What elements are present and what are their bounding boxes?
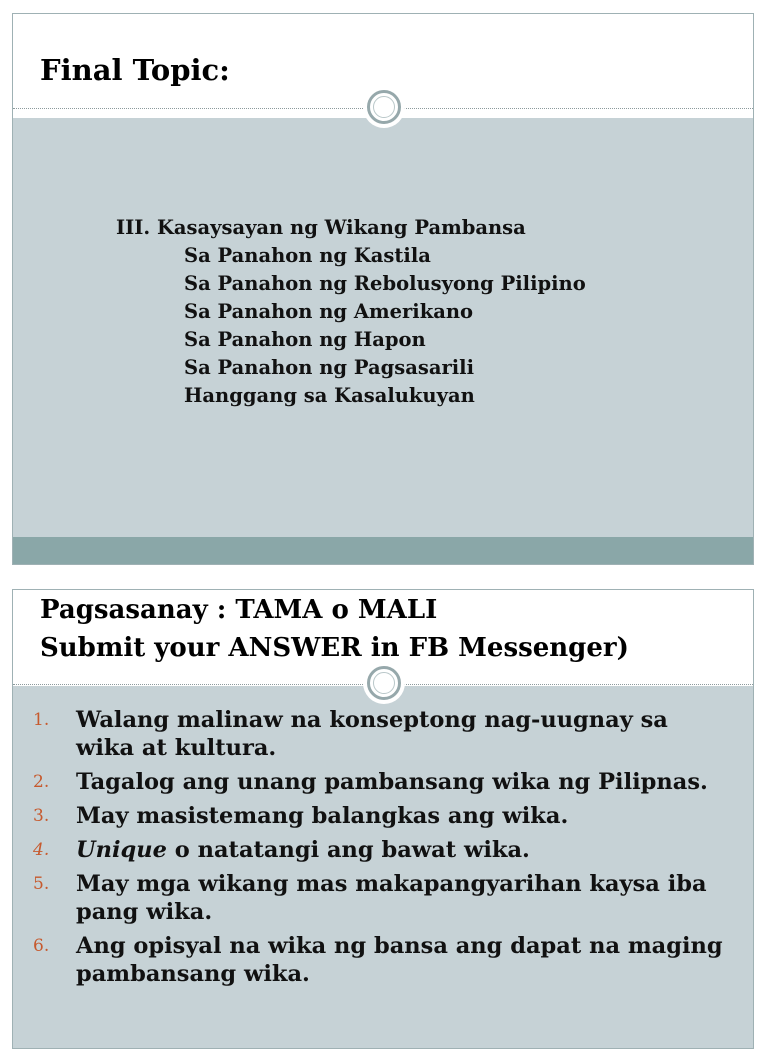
quiz-item bbox=[13, 836, 753, 864]
outline-item: Sa Panahon ng Pagsasarili bbox=[184, 356, 474, 379]
circle-ornament-icon bbox=[367, 90, 401, 124]
quiz-item bbox=[13, 802, 753, 830]
outline-item: Sa Panahon ng Amerikano bbox=[184, 300, 474, 323]
quiz-item bbox=[13, 706, 753, 762]
outline-item: Sa Panahon ng Rebolusyong Pilipino bbox=[184, 272, 586, 295]
quiz-item-text: Ang opisyal na wika ng bansa ang dapat na maging pambansang wika. bbox=[76, 933, 723, 987]
outline-item: Hanggang sa Kasalukuyan bbox=[184, 384, 475, 407]
quiz-item-number: 3. bbox=[33, 806, 50, 826]
quiz-item-text: Walang malinaw na konseptong nag-uugnay sa wika at kultura. bbox=[76, 707, 668, 761]
quiz-list bbox=[13, 706, 753, 994]
quiz-item bbox=[13, 768, 753, 796]
slide-footer-bar bbox=[13, 537, 753, 564]
outline-item: Sa Panahon ng Hapon bbox=[184, 328, 426, 351]
slide-pagsasanay bbox=[12, 589, 754, 1049]
slide-title-line-2: Submit your ANSWER in FB Messenger) bbox=[40, 633, 629, 663]
quiz-item-number: 4. bbox=[33, 840, 50, 860]
slide-title: Final Topic: bbox=[40, 53, 230, 87]
quiz-item-text: o natatangi ang bawat wika. bbox=[166, 837, 530, 863]
quiz-item bbox=[13, 870, 753, 926]
quiz-item bbox=[13, 932, 753, 988]
quiz-item-number: 2. bbox=[33, 772, 50, 792]
circle-ornament-icon bbox=[367, 666, 401, 700]
quiz-item-number: 5. bbox=[33, 874, 50, 894]
quiz-item-emphasis: Unique bbox=[76, 837, 167, 863]
quiz-item-text: Tagalog ang unang pambansang wika ng Pilipnas. bbox=[76, 769, 708, 795]
slide-final-topic bbox=[12, 13, 754, 565]
topic-outline bbox=[116, 214, 586, 410]
quiz-item-text: May masistemang balangkas ang wika. bbox=[76, 803, 569, 829]
outline-heading: III. Kasaysayan ng Wikang Pambansa bbox=[116, 216, 526, 239]
outline-item: Sa Panahon ng Kastila bbox=[184, 244, 431, 267]
quiz-item-number: 1. bbox=[33, 710, 50, 730]
slide-title-line-1: Pagsasanay : TAMA o MALI bbox=[40, 595, 438, 625]
quiz-item-text: May mga wikang mas makapangyarihan kaysa iba pang wika. bbox=[76, 871, 707, 925]
quiz-item-number: 6. bbox=[33, 936, 50, 956]
